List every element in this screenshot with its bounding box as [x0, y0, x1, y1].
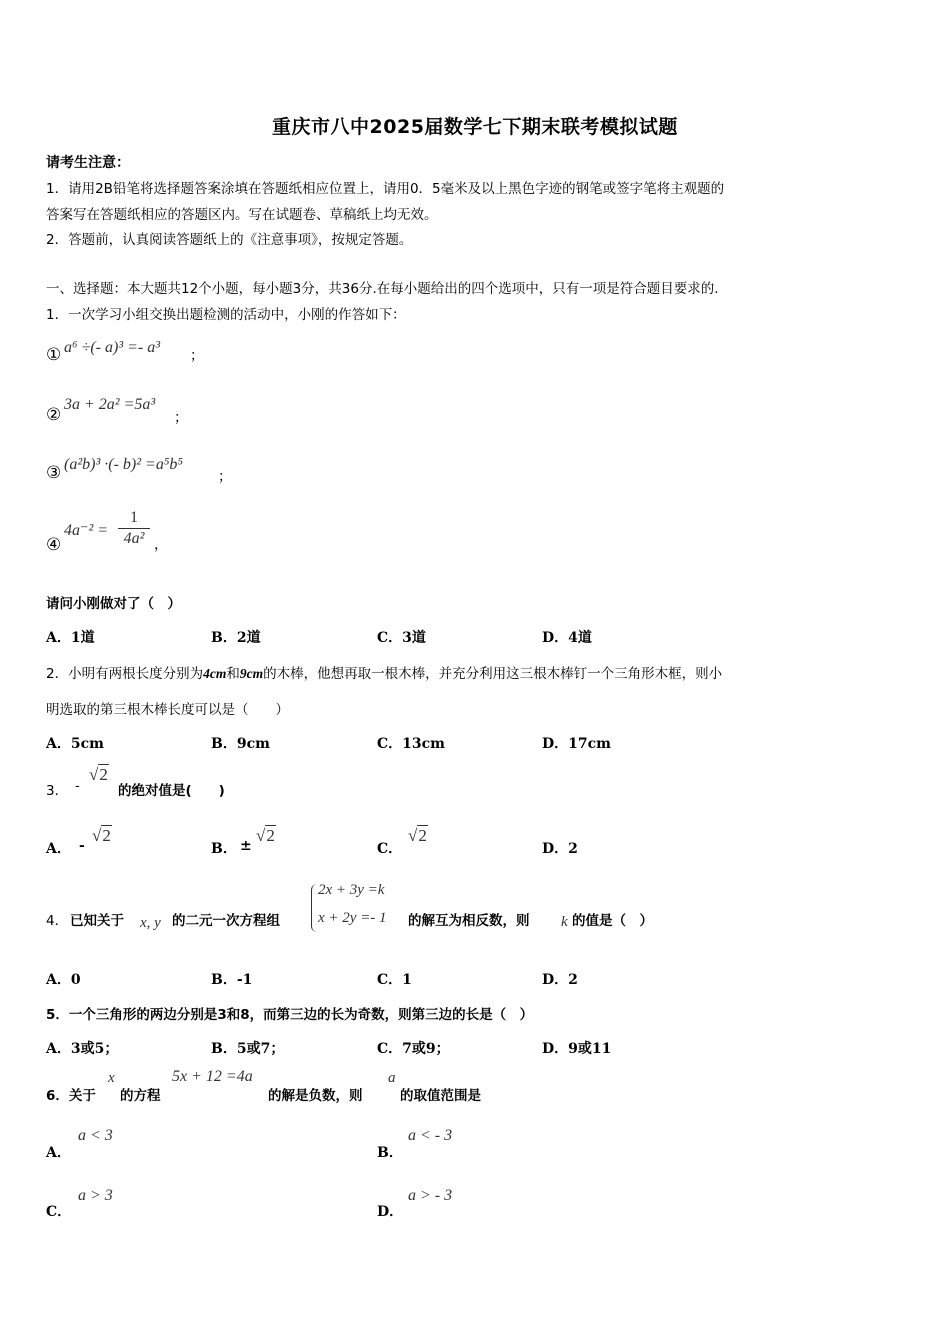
q3-option-a-radicand: 2: [102, 826, 111, 845]
q3-option-a-minus: -: [79, 838, 85, 854]
q4-text-d: 的值是（ ）: [572, 913, 653, 929]
q3-option-c-label[interactable]: C．: [377, 841, 403, 857]
q1-eq3: (a²b)³ ·(- b)² =a⁵b⁵: [64, 456, 183, 473]
page-title: 重庆市八中2025届数学七下期末联考模拟试题: [272, 116, 678, 138]
q3-minus: -: [75, 778, 80, 794]
notice-item-2: 2．答题前，认真阅读答题纸上的《注意事项》，按规定答题。: [46, 232, 413, 248]
q4-system-brace: [311, 884, 317, 932]
q6-a: a: [388, 1070, 396, 1086]
q1-eq3-sep: ；: [218, 469, 232, 485]
q6-option-c-value: a > 3: [78, 1187, 113, 1204]
q1-eq2-sep: ；: [174, 410, 188, 426]
q2-len2: 9cm: [239, 666, 264, 681]
q5-option-d[interactable]: D．9或11: [542, 1041, 612, 1057]
q1-mark-1: ①: [46, 345, 62, 365]
q2-option-c[interactable]: C．13cm: [377, 736, 445, 752]
q1-mark-2: ②: [46, 405, 62, 425]
q6-text-d: 的取值范围是: [400, 1088, 481, 1104]
q2-stem-b: 和: [226, 666, 240, 682]
q6-option-a-label[interactable]: A．: [46, 1145, 71, 1161]
q3-option-c-radicand: 2: [418, 826, 427, 845]
q3-option-c-sqrt: √2: [408, 826, 427, 845]
q3-radicand: 2: [99, 765, 108, 784]
q3-option-b-radicand: 2: [266, 826, 275, 845]
q5-option-b[interactable]: B．5或7；: [211, 1041, 285, 1057]
q4-text-c: 的解互为相反数，则: [408, 913, 530, 929]
q6-option-a-value: a < 3: [78, 1127, 113, 1144]
q4-option-a[interactable]: A．0: [46, 972, 81, 988]
q1-mark-4: ④: [46, 535, 62, 555]
q1-eq4-sep: ，: [154, 537, 168, 553]
q1-eq4-denominator: 4a²: [123, 530, 145, 547]
q1-option-c[interactable]: C．3道: [377, 630, 426, 646]
q1-eq1-sep: ；: [190, 348, 204, 364]
q2-stem-c: 的木棒，他想再取一根木棒，并充分利用这三根木棒钉一个三角形木框，则小: [263, 666, 723, 682]
q3-option-a-label[interactable]: A．: [46, 841, 71, 857]
q6-option-d-label[interactable]: D．: [377, 1204, 404, 1220]
q1-eq1: a⁶ ÷(- a)³ =- a³: [64, 339, 161, 356]
q1-mark-3: ③: [46, 463, 62, 483]
q3-option-b-pm: ±: [240, 838, 252, 854]
q6-option-d-value: a > - 3: [408, 1187, 453, 1204]
q2-len1: 4cm: [203, 666, 227, 681]
q6-equation: 5x + 12 =4a: [172, 1068, 253, 1085]
q5-option-a[interactable]: A．3或5；: [46, 1041, 119, 1057]
q4-option-d[interactable]: D．2: [542, 972, 578, 988]
q4-text-b: 的二元一次方程组: [172, 913, 280, 929]
fraction-bar: [118, 528, 150, 529]
q3-option-b-sqrt: √2: [256, 826, 275, 845]
q2-option-d[interactable]: D．17cm: [542, 736, 611, 752]
q4-system-eq2: x + 2y =- 1: [318, 910, 387, 926]
q6-option-b-value: a < - 3: [408, 1127, 453, 1144]
q2-stem-a: 2．小明有两根长度分别为: [46, 666, 204, 682]
q4-system-eq1: 2x + 3y =k: [318, 882, 385, 898]
notice-item-1a: 1．请用2B铅笔将选择题答案涂填在答题纸相应位置上，请用0．5毫米及以上黑色字迹的钢笔或签字笔将主观题的: [46, 181, 725, 197]
q4-k: k: [561, 914, 568, 930]
q2-option-b[interactable]: B．9cm: [211, 736, 270, 752]
q4-option-c[interactable]: C．1: [377, 972, 412, 988]
q6-option-b-label[interactable]: B．: [377, 1145, 403, 1161]
q3-option-d[interactable]: D．2: [542, 841, 578, 857]
q2-option-a[interactable]: A．5cm: [46, 736, 104, 752]
q4-option-b[interactable]: B．-1: [211, 972, 253, 988]
q6-x: x: [108, 1070, 115, 1086]
q4-vars: x, y: [140, 915, 161, 931]
q1-eq4-left: 4a⁻² =: [64, 522, 109, 539]
q5-stem: 5．一个三角形的两边分别是3和8，而第三边的长为奇数，则第三边的长是（ ）: [46, 1007, 534, 1023]
q6-text-b: 的方程: [120, 1088, 161, 1104]
q1-option-b[interactable]: B．2道: [211, 630, 261, 646]
q1-stem: 1．一次学习小组交换出题检测的活动中，小刚的作答如下：: [46, 307, 406, 323]
notice-heading: 请考生注意：: [46, 155, 130, 171]
q1-option-a[interactable]: A．1道: [46, 630, 95, 646]
q1-option-d[interactable]: D．4道: [542, 630, 592, 646]
q4-number: 4．: [46, 913, 69, 929]
q3-text: 的绝对值是( ): [118, 783, 225, 799]
notice-item-1b: 答案写在答题纸相应的答题区内。写在试题卷、草稿纸上均无效。: [46, 207, 438, 223]
q2-stem-line1: [46, 662, 722, 682]
section-heading: 一、选择题：本大题共12个小题，每小题3分，共36分.在每小题给出的四个选项中，只有一项是符合题目要求的.: [46, 281, 719, 297]
q1-question: 请问小刚做对了（ ）: [46, 596, 181, 612]
q6-option-c-label[interactable]: C．: [46, 1204, 72, 1220]
q3-sqrt: √2: [89, 765, 108, 784]
q3-number: 3．: [46, 783, 69, 799]
q2-stem-line2: 明选取的第三根木棒长度可以是（ ）: [46, 702, 289, 718]
q1-eq4-fraction: [118, 509, 150, 548]
q1-eq4-numerator: 1: [130, 509, 138, 526]
q6-text-a: 6．关于: [46, 1088, 96, 1104]
q4-text-a: 已知关于: [70, 913, 124, 929]
q3-option-b-label[interactable]: B．: [211, 841, 237, 857]
q6-text-c: 的解是负数，则: [268, 1088, 363, 1104]
q1-eq2: 3a + 2a² =5a³: [64, 396, 156, 413]
q3-option-a-sqrt: √2: [92, 826, 111, 845]
q5-option-c[interactable]: C．7或9；: [377, 1041, 450, 1057]
